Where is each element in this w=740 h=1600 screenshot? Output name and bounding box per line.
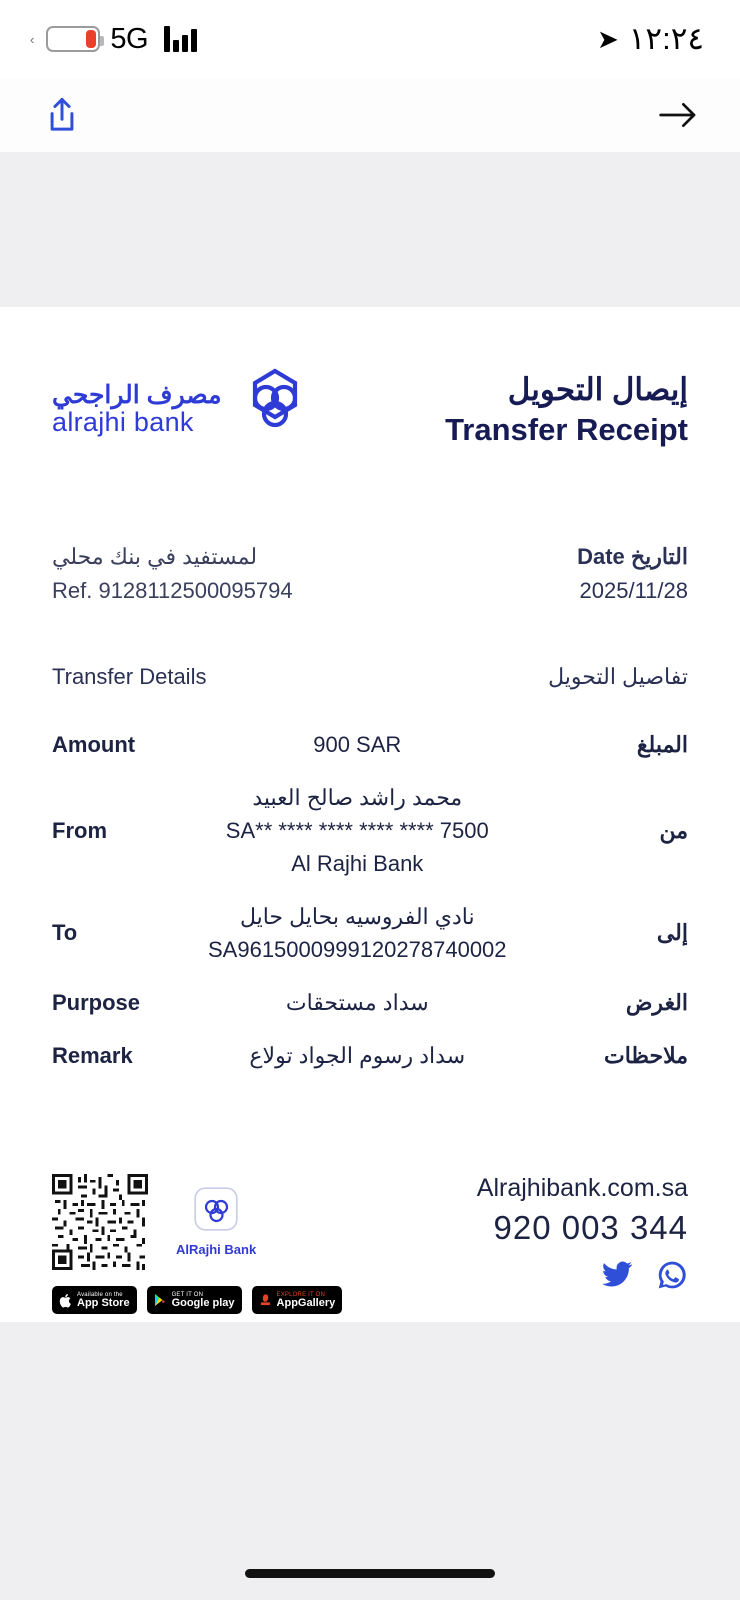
store-big-label: AppGallery xyxy=(276,1296,336,1309)
row-key-english: To xyxy=(52,920,78,946)
app-store-badge[interactable] xyxy=(52,1286,137,1314)
twitter-icon[interactable] xyxy=(600,1260,634,1295)
table-row xyxy=(52,976,688,1029)
status-bar-left xyxy=(30,23,197,56)
date-label-english: Date xyxy=(577,544,625,569)
qr-and-app xyxy=(52,1174,342,1270)
battery-charging-arrow-icon: ‹ xyxy=(30,31,35,47)
receipt-footer-left xyxy=(52,1174,342,1314)
social-links xyxy=(477,1259,688,1296)
website-text[interactable]: Alrajhibank.com.sa xyxy=(476,1174,688,1203)
receipt-title-english: Transfer Receipt xyxy=(445,411,688,447)
row-key-arabic: من xyxy=(659,817,688,843)
status-bar-right xyxy=(597,21,704,57)
row-key-arabic: ملاحظات xyxy=(604,1042,688,1068)
transfer-details-table xyxy=(52,718,688,1082)
row-value-line: 900 SAR xyxy=(313,732,402,758)
google-play-icon xyxy=(154,1293,167,1307)
location-arrow-icon: ➤ xyxy=(596,23,619,54)
transfer-receipt-card xyxy=(0,307,740,1322)
alrajhi-logo-icon xyxy=(235,365,315,454)
nav-bar xyxy=(0,78,740,152)
receipt-title xyxy=(445,372,688,448)
receipt-date xyxy=(577,540,688,608)
row-value xyxy=(179,976,535,1029)
row-key-english: Amount xyxy=(52,731,136,757)
appgallery-badge[interactable] xyxy=(252,1286,343,1314)
row-key-arabic: إلى xyxy=(656,920,688,946)
reference-number: Ref. 9128112500095794 xyxy=(52,578,293,604)
logo-english-text: alrajhi bank xyxy=(52,407,194,438)
receipt-header xyxy=(52,365,688,454)
row-value-line: SA** **** **** **** **** 7500 xyxy=(225,818,489,844)
google-play-badge[interactable] xyxy=(147,1286,242,1314)
arrow-right-icon[interactable] xyxy=(652,89,704,141)
row-value-line: Al Rajhi Bank xyxy=(291,851,424,877)
alrajhi-logo xyxy=(52,365,315,454)
logo-arabic-text: مصرف الراجحي xyxy=(52,381,222,410)
battery-icon xyxy=(46,26,100,52)
store-big-label: App Store xyxy=(77,1296,130,1309)
bottom-grey-band xyxy=(0,1322,740,1600)
table-row xyxy=(52,890,688,976)
store-small-label: EXPLORE IT ON xyxy=(276,1291,326,1298)
row-key-english: From xyxy=(52,817,107,843)
receipt-title-arabic: إيصال التحويل xyxy=(507,371,688,407)
section-label-english: Transfer Details xyxy=(52,664,207,690)
status-clock: ١٢:٢٤ xyxy=(628,21,704,56)
row-value-line: سداد مستحقات xyxy=(285,990,429,1016)
app-badge-label: AlRajhi Bank xyxy=(176,1242,257,1258)
qr-code-icon[interactable] xyxy=(52,1174,148,1270)
beneficiary-note: لمستفيد في بنك محلي xyxy=(52,544,258,569)
contact-phone-number[interactable]: 920 003 344 xyxy=(493,1209,688,1247)
alrajhi-app-icon xyxy=(194,1187,238,1236)
receipt-footer xyxy=(52,1174,688,1314)
network-label: 5G xyxy=(110,22,149,55)
row-value xyxy=(179,890,535,976)
app-store-badges xyxy=(52,1286,342,1314)
receipt-footer-right xyxy=(477,1174,688,1296)
row-key-english: Purpose xyxy=(52,989,141,1015)
date-value: 2025/11/28 xyxy=(579,578,688,604)
row-value-line: نادي الفروسيه بحايل حايل xyxy=(239,904,475,930)
row-value xyxy=(179,771,535,890)
store-small-label: GET IT ON xyxy=(171,1291,204,1298)
receipt-meta-left xyxy=(52,540,293,608)
share-icon[interactable] xyxy=(36,89,88,141)
signal-bars-icon xyxy=(164,26,197,52)
row-key-arabic: المبلغ xyxy=(636,731,688,757)
row-value xyxy=(179,1029,535,1082)
store-big-label: Google play xyxy=(171,1296,235,1309)
apple-icon xyxy=(59,1293,72,1308)
row-key-english: Remark xyxy=(52,1042,133,1068)
store-small-label: Available on the xyxy=(77,1291,123,1298)
whatsapp-icon[interactable] xyxy=(656,1259,688,1296)
home-indicator[interactable] xyxy=(245,1569,495,1578)
row-value-line: سداد رسوم الجواد تولاع xyxy=(249,1043,466,1069)
status-bar xyxy=(0,0,740,78)
transfer-details-section-header xyxy=(52,664,688,690)
row-key-arabic: الغرض xyxy=(625,989,688,1015)
date-label-arabic: التاريخ xyxy=(630,544,688,569)
appgallery-icon xyxy=(259,1293,272,1307)
top-grey-band xyxy=(0,152,740,307)
row-value xyxy=(179,718,535,771)
receipt-meta xyxy=(52,540,688,608)
row-value-line: SA9615000999120278740002 xyxy=(208,937,507,963)
table-row xyxy=(52,718,688,771)
section-label-arabic: تفاصيل التحويل xyxy=(548,664,688,690)
app-badge[interactable] xyxy=(176,1187,256,1257)
table-row xyxy=(52,771,688,890)
table-row xyxy=(52,1029,688,1082)
row-value-line: محمد راشد صالح العبيد xyxy=(252,785,463,811)
